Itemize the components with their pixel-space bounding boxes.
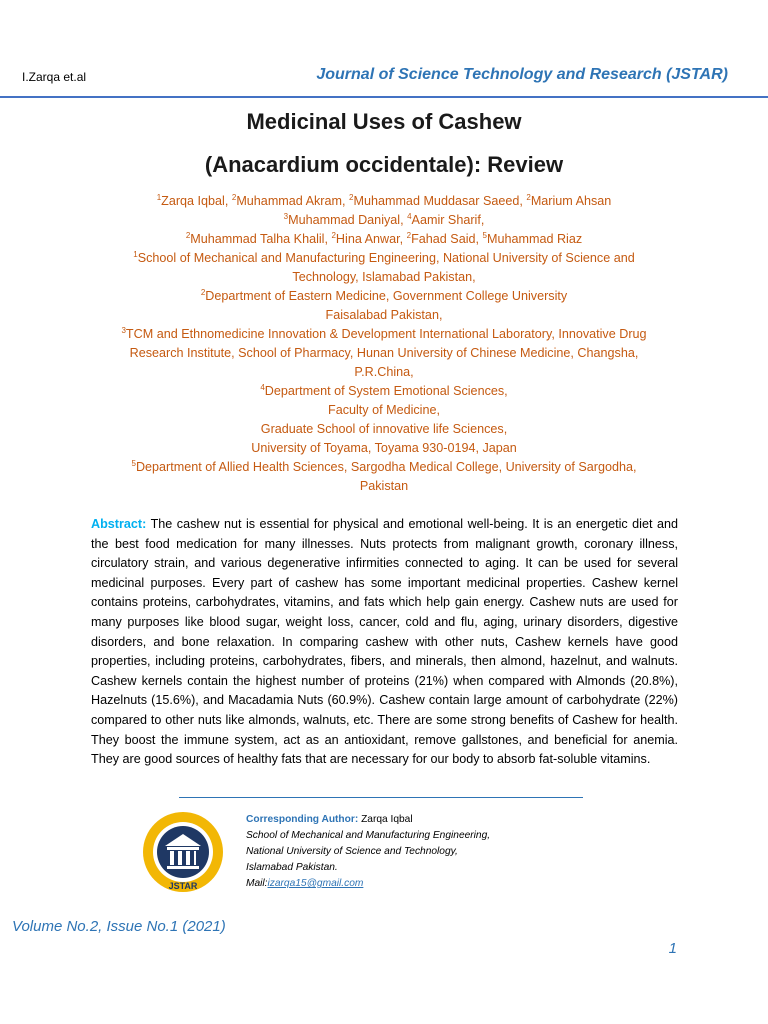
corresponding-author-block bbox=[246, 812, 490, 892]
affiliation-sup: 1 bbox=[133, 249, 138, 259]
author-name: Muhammad Riaz bbox=[486, 232, 583, 246]
affiliation-text: Pakistan bbox=[359, 479, 409, 493]
volume-issue: Volume No.2, Issue No.1 (2021) bbox=[12, 918, 226, 935]
affiliation-sup: 4 bbox=[260, 382, 265, 392]
affiliation-1 bbox=[60, 249, 708, 268]
author-name: Zarqa Iqbal, bbox=[161, 194, 232, 208]
abstract-text: The cashew nut is essential for physical and emotional well-being. It is an energetic diet and the best food medication for many illnesses. Nuts protects from malignant growth, coronary illness, circulatory strain, and various degenerative infirmities connected to aging. It can be used for several medicinal purposes. Every part of cashew has some important medicinal properties. Cashew kernel contains proteins, carbohydrates, vitamins, and fats which help gain energy. Cashew nuts are used for many purposes like blood sugar, weight loss, cancer, cold and flu, aging, urinary disorders, digestive disorders, and bone relaxation. In comparing cashew with other nuts, Cashew kernels have good properties, including proteins, carbohydrates, fibers, and minerals, then almond, hazelnut, and walnuts. Cashew kernels contain the highest number of proteins (21%) when compared with Almonds (20.8%), Hazelnuts (15.6%), and Macadamia Nuts (60.9%). Cashew contain large amount of carbohydrate (22%) compared to other nuts like almonds, walnuts, etc. There are some strong benefits of Cashew for health. They boost the immune system, act as an antioxidant, remove gallstones, and beneficial for anemia. They are good sources of healthy fats that are necessary for our body to absorb fat-soluble vitamins. bbox=[91, 517, 678, 767]
running-head-author: I.Zarqa et.al bbox=[22, 70, 87, 84]
author-name: Muhammad Akram, bbox=[236, 194, 349, 208]
author-sup: 2 bbox=[331, 230, 336, 240]
author-sup: 4 bbox=[407, 211, 412, 221]
affiliation-2 bbox=[60, 287, 708, 306]
author-name: Muhammad Talha Khalil, bbox=[190, 232, 332, 246]
affiliation-3 bbox=[60, 325, 708, 344]
header-divider bbox=[0, 96, 768, 98]
author-line bbox=[60, 192, 708, 211]
jstar-logo bbox=[135, 810, 231, 894]
paper-title-line1: Medicinal Uses of Cashew bbox=[246, 109, 522, 134]
author-sup: 2 bbox=[406, 230, 412, 240]
affiliation-text: P.R.China, bbox=[354, 365, 414, 379]
affiliation-4 bbox=[60, 382, 708, 401]
author-sup: 1 bbox=[156, 192, 162, 202]
affiliation-text: Faculty of Medicine, bbox=[328, 403, 440, 417]
email-link[interactable]: izarqa15@gmail.com bbox=[267, 878, 364, 889]
affiliation-5 bbox=[60, 458, 708, 477]
mail-label: Mail: bbox=[246, 878, 268, 889]
journal-name: Journal of Science Technology and Research (JSTAR) bbox=[316, 66, 728, 83]
author-name: Aamir Sharif, bbox=[411, 213, 485, 227]
affiliation-text: Department of System Emotional Sciences, bbox=[264, 384, 508, 398]
abstract-label: Abstract: bbox=[91, 517, 147, 531]
author-line bbox=[60, 211, 708, 230]
author-line bbox=[60, 230, 708, 249]
author-sup: 2 bbox=[349, 192, 354, 202]
logo-text: JSTAR bbox=[168, 881, 198, 891]
section-divider bbox=[179, 797, 583, 798]
affiliation-text: Department of Allied Health Sciences, Sargodha Medical College, University of Sargodha, bbox=[135, 460, 637, 474]
affiliation-text: Graduate School of innovative life Sciences, bbox=[260, 422, 508, 436]
author-name: Marium Ahsan bbox=[530, 194, 612, 208]
abstract bbox=[91, 515, 678, 770]
corresponding-label: Corresponding Author: bbox=[246, 814, 359, 825]
corresponding-address-line: School of Mechanical and Manufacturing Engineering, bbox=[246, 830, 491, 841]
affiliation-text: TCM and Ethnomedicine Innovation & Development International Laboratory, Innovative Drug bbox=[125, 327, 647, 341]
affiliation-text: Technology, Islamabad Pakistan, bbox=[292, 270, 476, 284]
affiliation-sup: 5 bbox=[131, 458, 136, 468]
corresponding-address-line: Islamabad Pakistan. bbox=[246, 862, 338, 873]
author-affiliation-block bbox=[60, 192, 708, 496]
author-sup: 2 bbox=[185, 230, 191, 240]
author-sup: 3 bbox=[283, 211, 289, 221]
page-number: 1 bbox=[668, 940, 677, 957]
author-name: Fahad Said, bbox=[411, 232, 483, 246]
author-name: Hina Anwar, bbox=[335, 232, 407, 246]
author-sup: 2 bbox=[231, 192, 237, 202]
affiliation-sup: 2 bbox=[200, 287, 206, 297]
author-sup: 2 bbox=[526, 192, 531, 202]
affiliation-text: Faisalabad Pakistan, bbox=[325, 308, 443, 322]
author-sup: 5 bbox=[482, 230, 487, 240]
author-name: Muhammad Muddasar Saeed, bbox=[353, 194, 527, 208]
affiliation-text: University of Toyama, Toyama 930-0194, Japan bbox=[251, 441, 517, 455]
affiliation-text: Department of Eastern Medicine, Government College University bbox=[205, 289, 568, 303]
corresponding-name: Zarqa Iqbal bbox=[358, 814, 413, 825]
paper-title-line2: (Anacardium occidentale): Review bbox=[204, 152, 564, 177]
affiliation-text: School of Mechanical and Manufacturing Engineering, National University of Science and bbox=[137, 251, 635, 265]
affiliation-sup: 3 bbox=[121, 325, 126, 335]
affiliation-text: Research Institute, School of Pharmacy, Hunan University of Chinese Medicine, Changsha, bbox=[129, 346, 639, 360]
author-name: Muhammad Daniyal, bbox=[288, 213, 408, 227]
corresponding-address-line: National University of Science and Technology, bbox=[246, 846, 458, 857]
